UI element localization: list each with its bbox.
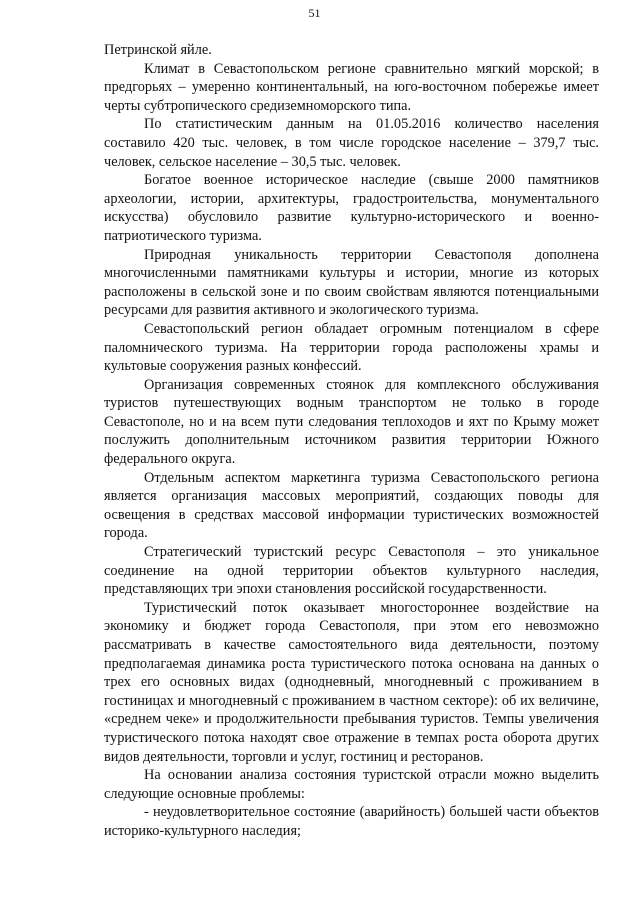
paragraph: Севастопольский регион обладает огромным потенциалом в сфере паломнического туризма. На территории города расположены храмы и культовые сооружения разных конфессий. <box>104 320 599 375</box>
paragraph: Отдельным аспектом маркетинга туризма Севастопольского региона является организация массовых мероприятий, создающих поводы для освещения в средствах массовой информации туристических возможностей города. <box>104 469 599 542</box>
paragraph: Стратегический туристский ресурс Севастополя – это уникальное соединение на одной территории объектов культурного наследия, представляющих три эпохи становления российской государственности. <box>104 544 599 598</box>
paragraph: По статистическим данным на 01.05.2016 количество населения составило 420 тыс. человек, в том числе городское население – 379,7 тыс. человек, сельское население – 30,5 тыс. человек. <box>104 116 599 170</box>
paragraph: На основании анализа состояния туристской отрасли можно выделить следующие основные проблемы: <box>104 767 599 802</box>
page-number: 51 <box>308 6 321 20</box>
paragraph: Туристический поток оказывает многостороннее воздействие на экономику и бюджет города Севастополя, при этом его невозможно рассматривать в качестве самостоятельного вида деятельности, поэтому предполагаемая динамика роста туристического потока основана на данных о трех его основных видах (однодневный, многодневный с проживанием в гостиницах и многодневный с проживанием в частном секторе): об их величине, «среднем чеке» и продолжительности пребывания туристов. Темпы увеличения туристического потока находят свое отражение в темпах роста оборота других видов деятельности, торговли и услуг, гостиниц и ресторанов. <box>104 599 599 765</box>
body-text <box>104 41 599 841</box>
paragraph: Богатое военное историческое наследие (свыше 2000 памятников археологии, истории, архитектуры, градостроительства, монументального искусства) обусловило развитие культурно-исторического и военно-патриотического туризма. <box>104 172 599 244</box>
paragraph: Природная уникальность территории Севастополя дополнена многочисленными памятниками культуры и истории, многие из которых расположены в сельской зоне и по своим свойствам являются потенциальными ресурсами для развития активного и экологического туризма. <box>104 246 599 319</box>
paragraph: Петринской яйле. <box>104 42 212 58</box>
paragraph: Климат в Севастопольском регионе сравнительно мягкий морской; в предгорьях – умеренно континентальный, на юго-восточном побережье имеет черты субтропического средиземноморского типа. <box>104 60 599 114</box>
list-item: - неудовлетворительное состояние (аварийность) большей части объектов историко-культурного наследия; <box>104 804 599 839</box>
paragraph: Организация современных стоянок для комплексного обслуживания туристов путешествующих водным транспортом не только в городе Севастополе, но и на всем пути следования теплоходов и яхт по Крыму может послужить дополнительным источником развития территории Южного федерального округа. <box>104 376 599 468</box>
